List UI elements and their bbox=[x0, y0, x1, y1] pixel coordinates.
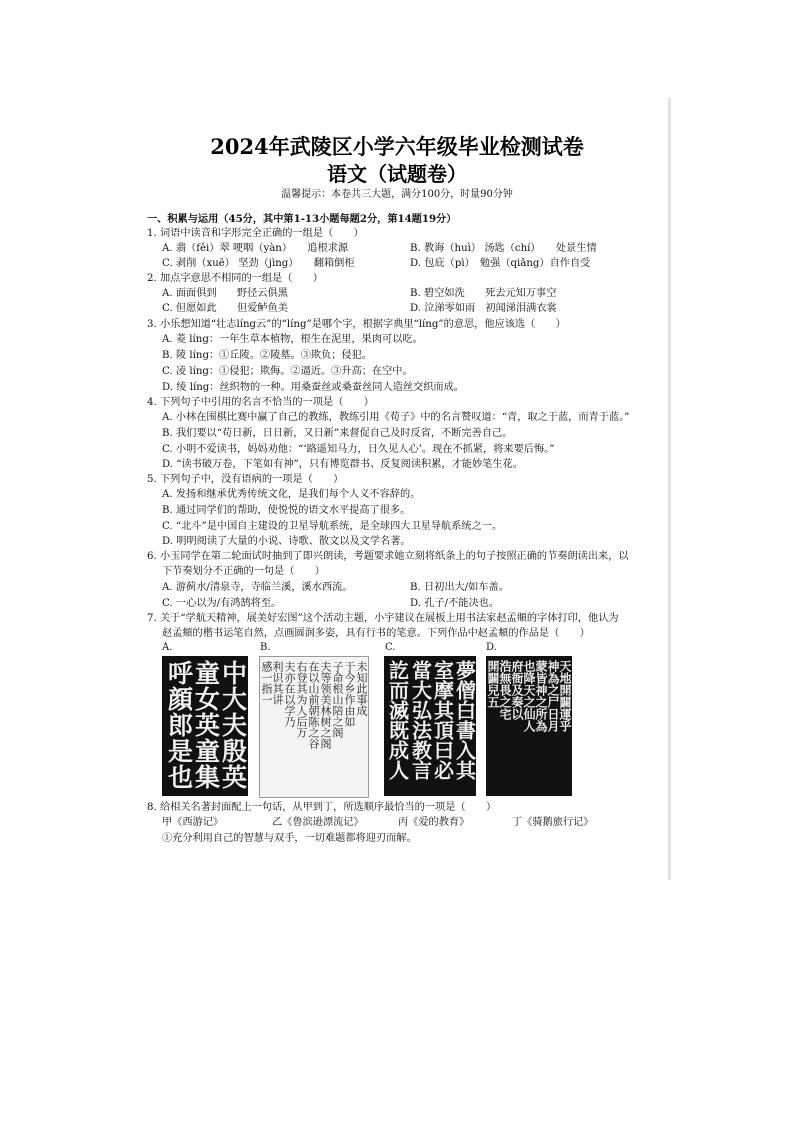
q7-stem-line1: 7. 关于“学航天精神，展美好宏图”这个活动主题，小宇建议在展板上用书法家赵孟頫的字体打印，他认为 bbox=[147, 613, 619, 624]
q7-label-b: B. bbox=[260, 642, 271, 653]
q5-stem: 5. 下列句子中，没有语病的一项是（ ） bbox=[147, 474, 344, 485]
callig-c-col2: 室摩其頂曰必 bbox=[430, 660, 455, 780]
exam-subtitle: 语文（试题卷） bbox=[327, 162, 467, 186]
q4-stem: 4. 下列句子中引用的名言不恰当的一项是（ ） bbox=[147, 397, 374, 408]
callig-d-col2: 神為之尸日月 bbox=[546, 660, 560, 732]
callig-a-col3-text: 呼顔郎是也 bbox=[164, 660, 194, 790]
q4-option-b: B. 我们要以“苟日新，日日新，又日新”来督促自己及时反省，不断完善自己。 bbox=[162, 428, 513, 439]
callig-c-col3: 當大弘法教言 bbox=[408, 660, 433, 780]
q2-option-b: B. 碧空如洗 死去元知万事空 bbox=[410, 288, 557, 299]
callig-d-col4: 也降天之仙人 bbox=[522, 660, 536, 732]
q6-option-d: D. 孔子/不能决也。 bbox=[410, 598, 500, 609]
q3-option-a: A. 菱 líng：一年生草本植物，根生在泥里，果肉可以吃。 bbox=[162, 334, 423, 345]
calligraphy-sample-c bbox=[384, 656, 476, 796]
q1-stem: 1. 词语中读音和字形完全正确的一组是（ ） bbox=[147, 228, 364, 239]
callig-b-col4: 夫等领美林树之阁 bbox=[319, 661, 332, 749]
q8-book-bing: 丙《爱的教育》 bbox=[398, 817, 470, 828]
q3-option-d: D. 绫 líng：丝织物的一种。用桑蚕丝或桑蚕丝同人造丝交织而成。 bbox=[162, 382, 464, 393]
q6-option-b: B. 日初出大/如车盖。 bbox=[410, 582, 509, 593]
callig-c-col4: 訖而滅既成人 bbox=[385, 660, 410, 780]
q1-option-b: B. 教诲（huì） 汤匙（chí） 处景生情 bbox=[410, 243, 597, 254]
exam-tip: 温馨提示：本卷共三大题，满分100分，时量90分钟 bbox=[281, 189, 513, 200]
calligraphy-sample-b bbox=[259, 656, 369, 798]
callig-b-col5: 在以山前朝陈之谷 bbox=[307, 661, 320, 749]
q8-book-jia: 甲《西游记》 bbox=[162, 817, 224, 828]
q5-option-a: A. 发扬和继承优秀传统文化，是我们每个人义不容辞的。 bbox=[162, 489, 421, 500]
q3-stem: 3. 小乐想知道“壮志líng云”的“líng”是哪个字，根据字典里“líng”的意思，他应该选（ ） bbox=[147, 319, 566, 330]
callig-d-col6: 浩無畏之宅 bbox=[498, 660, 512, 720]
q1-option-d: D. 包庇（pì） 勉强（qiǎng）自作自受 bbox=[410, 258, 591, 269]
callig-a-col2-text: 童女英童集 bbox=[191, 660, 221, 790]
callig-b-col7: 夫亦在以学乃 bbox=[283, 661, 296, 727]
q4-option-d: D. “读书破万卷，下笔如有神”，只有博览群书、反复阅读积累，才能妙笔生花。 bbox=[162, 459, 523, 470]
q1-option-a: A. 翡（fěi）翠 哽咽（yàn） 追根求源 bbox=[162, 243, 349, 254]
calligraphy-sample-a bbox=[162, 656, 248, 796]
q3-option-b: B. 陵 líng：①丘陵。②陵墓。③欺负；侵犯。 bbox=[162, 350, 372, 361]
callig-b-col8: 利识其讲 bbox=[271, 661, 284, 705]
q7-label-a: A. bbox=[162, 642, 173, 653]
q5-option-d: D. 明明阅读了大量的小说、诗歌、散文以及文学名著。 bbox=[162, 536, 411, 547]
q6-stem-line1: 6. 小玉同学在第二轮面试时抽到了即兴朗读，考题要求她立刻将纸条上的句子按照正确的节奏朗读出来，以 bbox=[147, 551, 629, 562]
callig-a-col1 bbox=[220, 660, 246, 790]
q2-stem: 2. 加点字意思不相同的一组是（ ） bbox=[147, 273, 323, 284]
q6-stem-line2: 下节奏划分不正确的一句是（ ） bbox=[162, 566, 325, 577]
q2-option-a: A. 面面俱到 野径云俱黑 bbox=[162, 288, 288, 299]
q4-option-c: C. 小明不爱读书，妈妈劝他：“‘路遥知马力，日久见人心’。现在不抓紧，将来要后悔。” bbox=[162, 444, 555, 455]
section-heading: 一、积累与运用（45分，其中第1-13小题每题2分，第14题19分） bbox=[147, 213, 457, 225]
calligraphy-sample-d bbox=[486, 656, 572, 796]
page-edge-shadow bbox=[668, 98, 671, 880]
q7-stem-line2: 赵孟頫的楷书运笔自然，点画圆润多姿，具有行书的笔意。下列作品中赵孟頫的作品是（ ） bbox=[162, 628, 590, 639]
q1-option-c: C. 剥削（xuē） 坚劲（jìng） 翻箱倒柜 bbox=[162, 258, 355, 269]
q4-option-a: A. 小林在围棋比赛中赢了自己的教练，教练引用《荀子》中的名言赞叹道：“青，取之于蓝，而青于蓝。” bbox=[162, 412, 630, 423]
q8-book-yi: 乙《鲁滨逊漂流记》 bbox=[272, 817, 364, 828]
callig-a-col1-text: 中大夫殷英 bbox=[218, 660, 248, 790]
callig-b-col9: 感一指一 bbox=[260, 661, 273, 705]
exam-title: 2024年武陵区小学六年级毕业检测试卷 bbox=[210, 134, 584, 159]
callig-b-col6: 右登其为人后万 bbox=[295, 661, 308, 738]
q8-book-ding: 丁《骑鹅旅行记》 bbox=[512, 817, 594, 828]
callig-a-col2 bbox=[193, 660, 219, 790]
callig-b-col3: 子命根山陪之阁 bbox=[331, 661, 344, 738]
q3-option-c: C. 凌 líng：①侵犯；欺侮。②逼近。③升高；在空中。 bbox=[162, 366, 413, 377]
callig-d-col5: 府衙及奏以 bbox=[510, 660, 524, 720]
q8-stem: 8. 给相关名著封面配上一句话，从甲到丁，所选顺序最恰当的一项是（ ） bbox=[147, 802, 497, 813]
q2-option-c: C. 但愿如此 但爱鲈鱼美 bbox=[162, 303, 288, 314]
q7-label-d: D. bbox=[486, 642, 497, 653]
q6-option-c: C. 一心以为/有鸿鹄将至。 bbox=[162, 598, 282, 609]
q7-label-c: C. bbox=[385, 642, 396, 653]
q5-option-c: C. “北斗”是中国自主建设的卫星导航系统，是全球四大卫星导航系统之一。 bbox=[162, 521, 503, 532]
callig-d-col7: 開闢兒五 bbox=[486, 660, 500, 708]
callig-b-col2: 于今乡作由如 bbox=[343, 661, 356, 727]
q2-option-d: D. 泣涕零如雨 初闻涕泪满衣裳 bbox=[410, 303, 557, 314]
callig-a-col3 bbox=[166, 660, 192, 790]
q8-item-1: ①充分利用自己的智慧与双手，一切难题都将迎刃而解。 bbox=[162, 833, 417, 844]
q6-option-a: A. 游蓟水/清泉寺，寺临兰溪，溪水西流。 bbox=[162, 582, 353, 593]
callig-b-col1: 未知此事成 bbox=[355, 661, 368, 716]
callig-d-col3: 蒙皆神之所為 bbox=[534, 660, 548, 732]
callig-d-col1: 天地開闢運乎 bbox=[558, 660, 572, 732]
callig-c-col1: 夢僧白書入其 bbox=[452, 660, 476, 780]
q5-option-b: B. 通过同学们的帮助，使悦悦的语文水平提高了很多。 bbox=[162, 505, 411, 516]
